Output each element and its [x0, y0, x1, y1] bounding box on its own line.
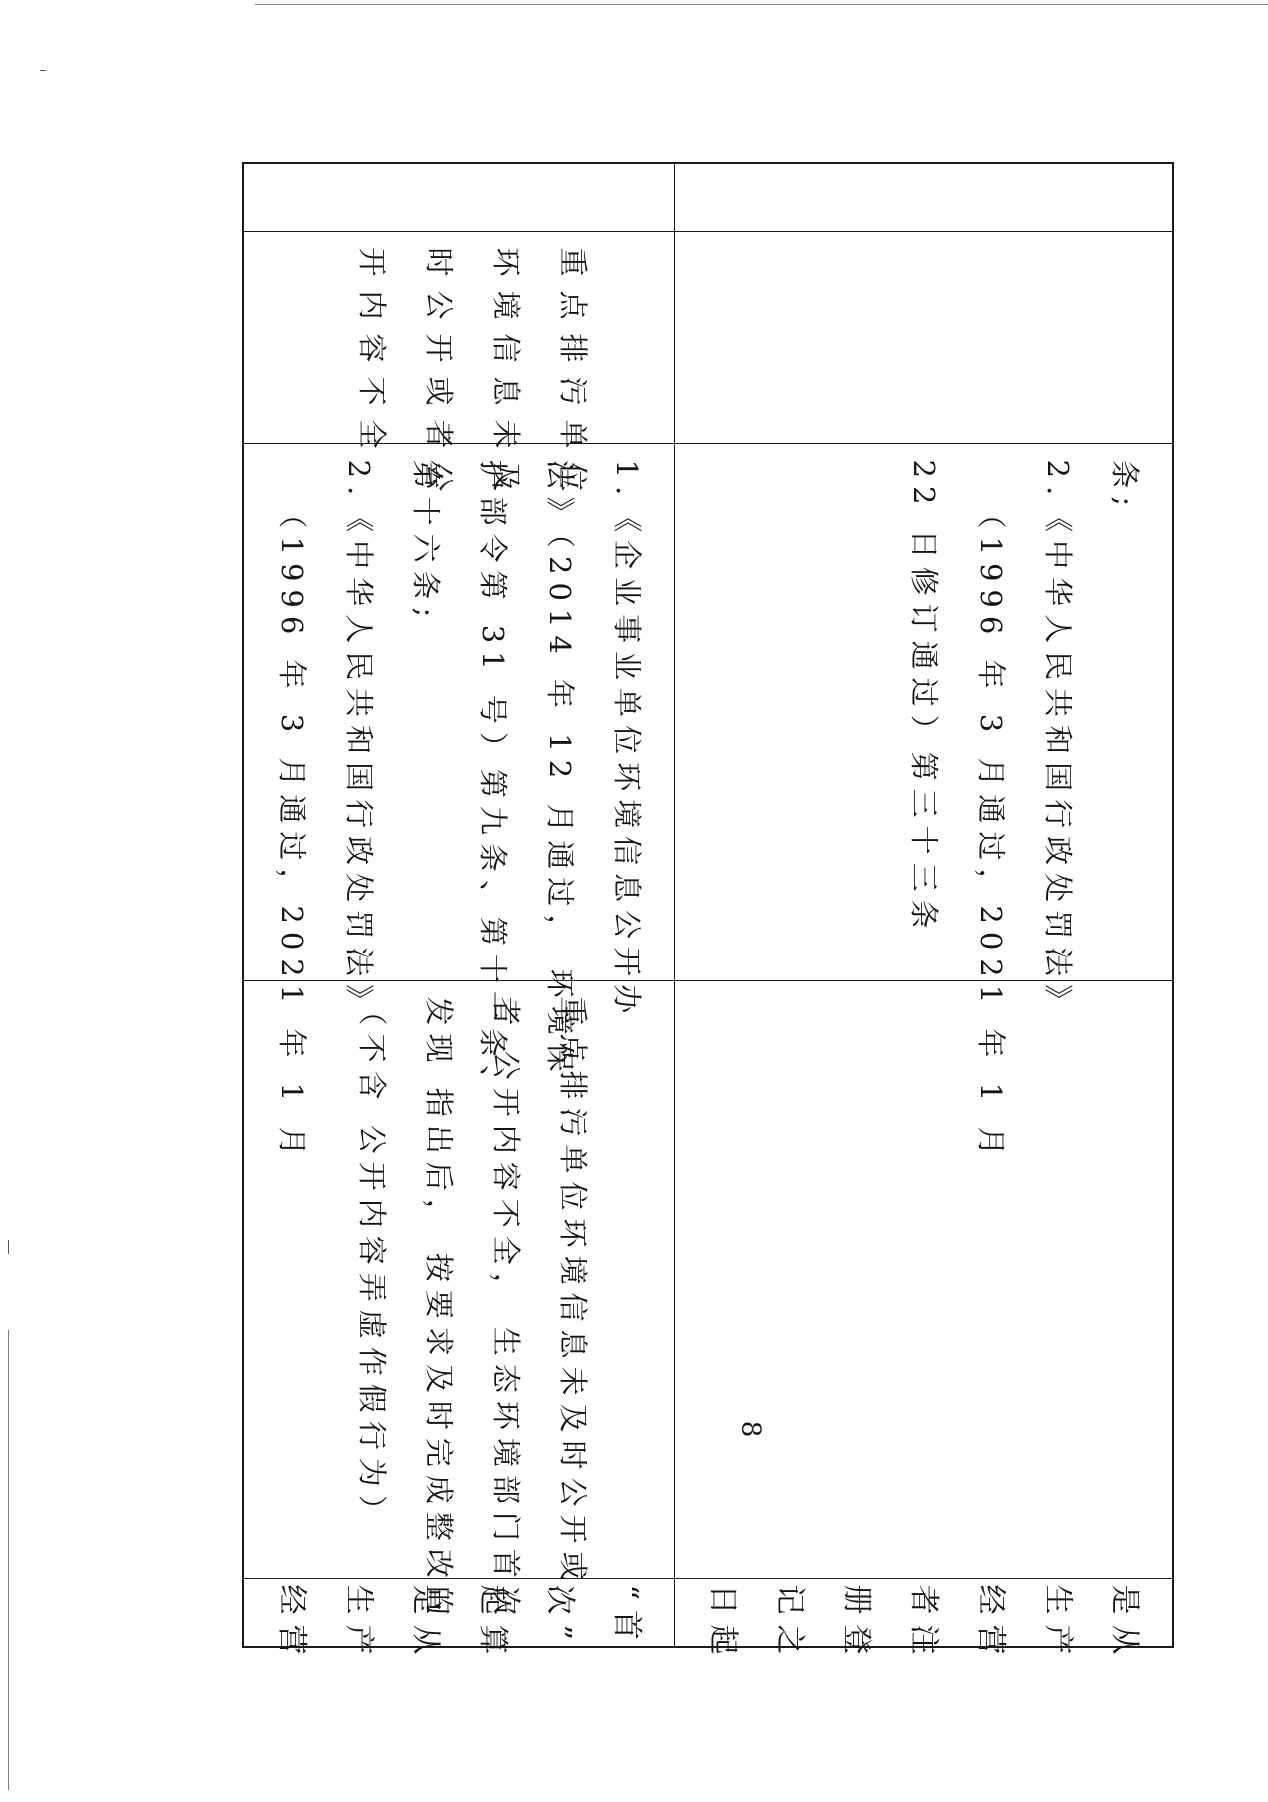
basis-text: [876, 444, 1172, 1164]
note-line: 记之: [771, 1584, 807, 1665]
detail-text: [324, 981, 674, 1623]
note-line: 日起: [704, 1584, 740, 1665]
row-number: [1144, 164, 1172, 231]
item-line: 环境信息未及: [488, 247, 523, 506]
detail-line: 重点排污单位环境信息未及时公开或: [555, 996, 590, 1589]
detail-cell: [674, 980, 1173, 1578]
basis-text: [244, 444, 674, 1164]
detail-line: （不含 公开内容弄虚作假行为）: [354, 996, 389, 1532]
item-text: [1144, 232, 1172, 443]
note-line: 者注: [905, 1584, 941, 1665]
scan-top-rule: [255, 4, 1268, 5]
item-cell: [674, 231, 1173, 443]
scan-mark: [8, 1330, 9, 1790]
note-line: 生产: [340, 1584, 376, 1665]
note-line: “首: [608, 1584, 644, 1650]
basis-line: （1996 年 3 月通过，2021 年 1 月: [973, 499, 1008, 1164]
basis-line: 第十六条;: [408, 459, 443, 626]
basis-line: 法》（2014 年 12 月通过， 环境保: [542, 459, 577, 1080]
basis-line: 护部令第 31 号）第九条、第十一条、: [475, 459, 510, 1102]
note-line: 经营: [273, 1584, 309, 1665]
note-line: 经营: [972, 1584, 1008, 1665]
note-line: 起算: [474, 1584, 510, 1665]
detail-line: 发现 指出后， 按要求及时完成整改的: [421, 996, 456, 1623]
basis-line: 2.《中华人民共和国行政处罚法》: [1040, 459, 1075, 1022]
note-line: 是从: [407, 1584, 443, 1665]
detail-text: [1144, 981, 1172, 1578]
scan-mark: [8, 1240, 9, 1254]
basis-line: 22 日修订通过）第三十三条: [906, 459, 941, 937]
table-row: [243, 163, 675, 1647]
regulation-table: [242, 162, 1174, 1665]
scan-mark: [40, 70, 46, 71]
item-cell: [243, 231, 675, 506]
basis-line: 1.《企业事业单位环境信息公开办: [609, 459, 644, 1022]
note-cell: [243, 1578, 675, 1665]
basis-line: 2.《中华人民共和国行政处罚法》: [341, 459, 376, 1022]
row-number-cell: [243, 163, 675, 231]
basis-line: （1996 年 3 月通过，2021 年 1 月: [274, 499, 309, 1164]
item-line: 开内容不全: [354, 247, 389, 463]
basis-line: 条;: [1107, 459, 1142, 515]
note-text: [675, 1579, 1172, 1665]
item-line: 重点排污单位: [555, 247, 590, 506]
note-line: 次”: [541, 1584, 577, 1650]
basis-cell: [243, 443, 675, 1164]
detail-line: 者 公开内容不全， 生态环境部门首次: [488, 996, 523, 1623]
note-line: 册登: [838, 1584, 874, 1665]
item-text: [324, 232, 674, 506]
item-line: 时公开或者公: [421, 247, 456, 506]
note-cell: [674, 1578, 1173, 1665]
note-line: 是从: [1106, 1584, 1142, 1665]
note-line: 生产: [1039, 1584, 1075, 1665]
row-number: [646, 164, 674, 231]
basis-cell: [674, 443, 1173, 1164]
note-text: [244, 1579, 674, 1665]
page-number: 8: [735, 1420, 766, 1438]
row-number-cell: [674, 163, 1173, 231]
